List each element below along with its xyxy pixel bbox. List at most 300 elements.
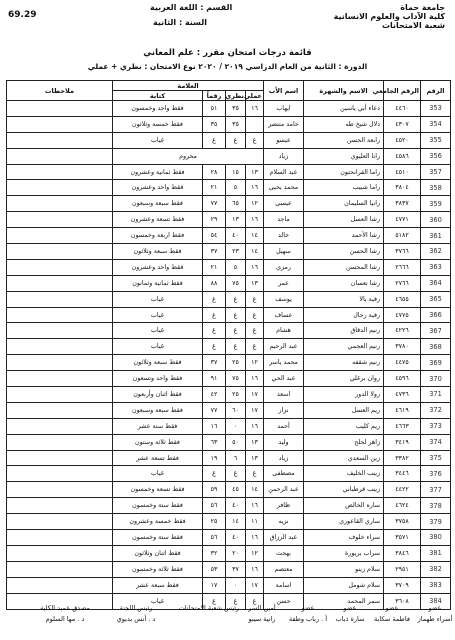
cell-notes (7, 355, 113, 371)
cell-practical: ١٦ (246, 212, 264, 228)
cell-name: دعاء أبي ياسين (304, 101, 384, 117)
cell-university-number: ٤٦١٩ (384, 402, 421, 418)
table-row (7, 259, 451, 275)
cell-theory: ٤٠ (226, 228, 246, 244)
faculty-name: كلية الآداب والعلوم الانسانية (333, 12, 445, 21)
cell-father: ظافر (264, 498, 304, 514)
cell-name: رشا نعسان (304, 275, 384, 291)
cell-practical: ١٧ (246, 402, 264, 418)
col-seq: الرقم (421, 81, 451, 101)
cell-university-number: ٤٥٢٠ (384, 132, 421, 148)
cell-notes (7, 148, 113, 164)
cell-practical: ١٦ (246, 418, 264, 434)
cell-name: ريم العسل (304, 402, 384, 418)
cell-practical: ١٦ (246, 180, 264, 196)
signature-title: عضو (301, 604, 315, 612)
cell-practical: ١٦ (246, 530, 264, 546)
cell-in-numbers: ١٦ (203, 418, 226, 434)
cell-seq: 375 (421, 450, 451, 466)
table-row (7, 355, 451, 371)
cell-in-words: غياب (113, 466, 203, 482)
cell-name: رولا الدور (304, 387, 384, 403)
table-row (7, 561, 451, 577)
cell-seq: 376 (421, 466, 451, 482)
signature-title: عضو (428, 604, 442, 612)
cell-notes (7, 371, 113, 387)
cell-in-words: فقط اثنان وأربعون (113, 387, 203, 403)
cell-notes (7, 545, 113, 561)
cell-in-words: فقط ثمانية وعشرون (113, 164, 203, 180)
signature-name: سارة ذياب (335, 615, 365, 623)
cell-name: سلام شومل (304, 577, 384, 593)
cell-theory: ٠ (226, 577, 246, 593)
cell-seq: 380 (421, 530, 451, 546)
cell-name: دلال شيخ طه (304, 116, 384, 132)
cell-theory: ٤٥ (226, 482, 246, 498)
cell-in-words: فقط سبعة وسبعون (113, 196, 203, 212)
page-code: 69.29 (8, 10, 37, 20)
cell-father: ماجد (264, 212, 304, 228)
cell-university-number: ٤٧٧٥ (384, 307, 421, 323)
cell-in-words: غياب (113, 291, 203, 307)
table-row (7, 116, 451, 132)
cell-name: رنيم شقفه (304, 355, 384, 371)
cell-notes (7, 323, 113, 339)
cell-father: ايهاب (264, 101, 304, 117)
table-row (7, 291, 451, 307)
signature-title: عضو (385, 604, 399, 612)
cell-practical: غ (246, 339, 264, 355)
cell-theory: ٥٠ (226, 434, 246, 450)
cell-in-numbers: ٥٤ (203, 228, 226, 244)
cell-seq: 353 (421, 101, 451, 117)
cell-in-numbers: غ (203, 291, 226, 307)
table-row (7, 402, 451, 418)
col-name: الاسم والشهرة (304, 81, 384, 101)
cell-father: عبد الحي (264, 371, 304, 387)
cell-notes (7, 307, 113, 323)
cell-university-number: ٥١٨٢ (384, 228, 421, 244)
cell-university-number: ٢٩٥١ (384, 561, 421, 577)
cell-name: رشا المحسن (304, 259, 384, 275)
cell-name: زاهر لحلح (304, 434, 384, 450)
cell-name: زينب الخليف (304, 466, 384, 482)
cell-father: وليد (264, 434, 304, 450)
cell-in-words: فقط ستة وخمسون (113, 530, 203, 546)
cell-university-number: ٤٦٢٤ (384, 498, 421, 514)
table-row (7, 101, 451, 117)
year-label: السنة : الثانية (153, 18, 207, 27)
cell-in-numbers: ٣٥ (203, 116, 226, 132)
cell-in-words: فقط ثمانية وثمانون (113, 275, 203, 291)
cell-seq: 355 (421, 132, 451, 148)
cell-father: زياد (264, 450, 304, 466)
cell-theory: ٥ (226, 180, 246, 196)
cell-in-words: فقط ستة وخمسون (113, 498, 203, 514)
cell-university-number: ٢٦٦٦ (384, 259, 421, 275)
cell-in-numbers: ٧٧ (203, 196, 226, 212)
cell-father: معتصم (264, 561, 304, 577)
cell-university-number: ٤٥٩٦ (384, 371, 421, 387)
table-row (7, 530, 451, 546)
cell-practical: ١٦ (246, 498, 264, 514)
cell-university-number: ٣٤١٩ (384, 434, 421, 450)
cell-notes (7, 514, 113, 530)
cell-practical: ١٤ (246, 228, 264, 244)
cell-notes (7, 101, 113, 117)
document-subtitle: الدورة : الثانية من العام الدراسي ٢٠١٩ / ٢٠٢٠ نوع الامتحان : نظري + عملي (87, 62, 368, 71)
cell-theory: ١٤ (226, 514, 246, 530)
cell-in-words: فقط تسعة وخمسون (113, 482, 203, 498)
document-title: قائمة درجات امتحان مقرر : علم المعاني (143, 48, 312, 58)
cell-practical: ١١ (246, 514, 264, 530)
cell-university-number: ٢٧٦٦ (384, 275, 421, 291)
table-row (7, 434, 451, 450)
cell-notes (7, 228, 113, 244)
cell-seq: 367 (421, 323, 451, 339)
cell-in-words: فقط سبعة وثلاثون (113, 355, 203, 371)
cell-university-number: ٣٧٥٨ (384, 514, 421, 530)
cell-in-numbers: ٨٨ (203, 275, 226, 291)
cell-in-numbers: ٢١ (203, 180, 226, 196)
cell-name: ساري القاعوري (304, 514, 384, 530)
cell-notes (7, 482, 113, 498)
cell-seq: 368 (421, 339, 451, 355)
cell-theory: ١٥ (226, 164, 246, 180)
cell-name: روان برغلي (304, 371, 384, 387)
cell-university-number: ٣٨٠٤ (384, 180, 421, 196)
table-row (7, 577, 451, 593)
cell-father: عمر (264, 275, 304, 291)
cell-university-number: ٣٧٦٦ (384, 244, 421, 260)
cell-in-numbers: ٥٦ (203, 498, 226, 514)
cell-in-numbers: ١٩ (203, 450, 226, 466)
cell-name: رشا الأحمد (304, 228, 384, 244)
cell-theory: ٥ (226, 259, 246, 275)
cell-in-numbers: ٣٢ (203, 545, 226, 561)
cell-seq: 373 (421, 418, 451, 434)
cell-seq: 361 (421, 228, 451, 244)
cell-theory: غ (226, 307, 246, 323)
cell-father: عيسو (264, 132, 304, 148)
cell-father: هشام (264, 323, 304, 339)
cell-university-number: ٤٣٠٧ (384, 116, 421, 132)
table-row (7, 212, 451, 228)
col-in-words: كتابة (113, 91, 203, 101)
cell-seq: 356 (421, 148, 451, 164)
cell-theory: غ (226, 593, 246, 609)
col-father: اسم الأب (264, 81, 304, 101)
signature-title: عضو (343, 604, 357, 612)
cell-seq: 372 (421, 402, 451, 418)
cell-university-number: ٤٥٨٦ (384, 148, 421, 164)
cell-practical: ١٣ (246, 450, 264, 466)
cell-name: زينب قرطباني (304, 482, 384, 498)
cell-practical: ١٦ (246, 259, 264, 275)
cell-practical: غ (246, 323, 264, 339)
cell-father: اسعد (264, 387, 304, 403)
cell-in-numbers: ٢٨ (203, 164, 226, 180)
cell-theory: ٧٥ (226, 275, 246, 291)
cell-in-numbers: ٥٦ (203, 530, 226, 546)
cell-father: محمد يحيى (264, 180, 304, 196)
grades-table (6, 80, 451, 610)
col-theory: نظري (225, 91, 244, 100)
cell-seq: 381 (421, 545, 451, 561)
cell-name: رانا العليوي (304, 148, 384, 164)
cell-seq: 378 (421, 498, 451, 514)
cell-practical: ١٦ (246, 561, 264, 577)
cell-seq: 382 (421, 561, 451, 577)
cell-theory: غ (226, 339, 246, 355)
col-university-number: الرقم الجامعي (384, 81, 421, 101)
cell-theory: غ (226, 466, 246, 482)
cell-practical: ١٧ (246, 387, 264, 403)
cell-in-numbers: ٢١ (203, 259, 226, 275)
cell-notes (7, 132, 113, 148)
cell-name: رقية بالا (304, 291, 384, 307)
cell-practical: ١٢ (246, 196, 264, 212)
cell-theory: ٣٧ (226, 561, 246, 577)
table-row (7, 339, 451, 355)
cell-in-words: فقط اربعة وخمسون (113, 228, 203, 244)
cell-university-number: ٤٤٦٠ (384, 101, 421, 117)
cell-theory: ٢٣ (226, 244, 246, 260)
cell-university-number: ٣٣٨٢ (384, 450, 421, 466)
cell-in-numbers: ٤٢ (203, 387, 226, 403)
cell-university-number: ٤٧٧١ (384, 212, 421, 228)
cell-notes (7, 164, 113, 180)
cell-university-number: ٤٥١٠ (384, 164, 421, 180)
table-row (7, 418, 451, 434)
cell-in-words: فقط سبعة وثلاثون (113, 244, 203, 260)
cell-theory: ١٣ (226, 212, 246, 228)
cell-theory: ٢٥ (226, 387, 246, 403)
cell-in-words: فقط ثلاثة وستون (113, 434, 203, 450)
table-row (7, 307, 451, 323)
cell-seq: 357 (421, 164, 451, 180)
cell-name: سمر المحمد (304, 593, 384, 609)
cell-seq: 364 (421, 275, 451, 291)
cell-in-numbers: غ (203, 323, 226, 339)
cell-name: ساره الخالص (304, 498, 384, 514)
cell-in-numbers: ٥٣ (203, 561, 226, 577)
cell-university-number: ٤٧٣٦ (384, 387, 421, 403)
cell-father: زياد (264, 148, 304, 164)
cell-notes (7, 275, 113, 291)
cell-father: نزار (264, 402, 304, 418)
division-name: شعبة الامتحانات (381, 21, 445, 30)
cell-in-words: فقط سبعة عشر (113, 577, 203, 593)
signature-name: فاطمة سكابة (374, 615, 410, 623)
signature-title: رئيس شعبة الامتحانات (178, 604, 240, 612)
institution-block (334, 3, 445, 30)
cell-seq: 360 (421, 212, 451, 228)
cell-in-words: غياب (113, 593, 203, 609)
cell-seq: 384 (421, 593, 451, 609)
cell-seq: 354 (421, 116, 451, 132)
cell-practical: ١٤ (246, 482, 264, 498)
cell-in-words: فقط تسعة وعشرون (113, 212, 203, 228)
cell-university-number: ٣٨٤٦ (384, 545, 421, 561)
cell-theory: ٢٥ (226, 355, 246, 371)
cell-practical: غ (246, 593, 264, 609)
cell-notes (7, 291, 113, 307)
signature-secretary (240, 604, 284, 623)
table-row (7, 466, 451, 482)
table-header-row (7, 81, 451, 91)
cell-theory: غ (226, 291, 246, 307)
cell-university-number: ٤٢٢٦ (384, 323, 421, 339)
cell-theory: غ (226, 323, 246, 339)
table-row (7, 228, 451, 244)
table-row (7, 450, 451, 466)
cell-father: اسامة (264, 577, 304, 593)
cell-notes (7, 387, 113, 403)
cell-seq: 362 (421, 244, 451, 260)
cell-name: سراء خلوف (304, 530, 384, 546)
university-name: جامعة حماة (400, 3, 445, 12)
cell-notes (7, 196, 113, 212)
cell-father: حامد منتصر (264, 116, 304, 132)
cell-in-words: فقط سبعة وسبعون (113, 402, 203, 418)
cell-seq: 359 (421, 196, 451, 212)
cell-name: رنيم الدقاق (304, 323, 384, 339)
cell-practical (246, 116, 264, 132)
cell-seq: 358 (421, 180, 451, 196)
signature-name: د . أنس بديوي (116, 615, 156, 623)
cell-name: سلام زينو (304, 561, 384, 577)
cell-notes (7, 530, 113, 546)
cell-in-numbers: غ (203, 339, 226, 355)
table-row (7, 244, 451, 260)
cell-practical: ١٢ (246, 355, 264, 371)
cell-notes (7, 244, 113, 260)
cell-in-words: فقط واحد وتسعون (113, 371, 203, 387)
table-row (7, 164, 451, 180)
cell-practical: ١٤ (246, 244, 264, 260)
table-row (7, 371, 451, 387)
cell-father: بهجت (264, 545, 304, 561)
signature-member-3 (330, 604, 370, 623)
cell-in-numbers: ٩١ (203, 371, 226, 387)
cell-in-numbers: غ (203, 307, 226, 323)
table-body (7, 101, 451, 610)
cell-father: عيسى (264, 196, 304, 212)
cell-father: عبد الرحيم (264, 339, 304, 355)
signature-member-2 (372, 604, 412, 623)
cell-father: عبد السلام (264, 164, 304, 180)
cell-name: رشا العسل (304, 212, 384, 228)
cell-in-numbers: ٢٥ (203, 514, 226, 530)
signature-title: أمين السر (248, 604, 276, 612)
cell-theory: ٤٠ (226, 498, 246, 514)
cell-practical: ١٦ (246, 101, 264, 117)
cell-notes (7, 259, 113, 275)
table-row (7, 323, 451, 339)
cell-in-words: فقط ستة عشر (113, 418, 203, 434)
cell-name: رشا الحسن (304, 244, 384, 260)
cell-notes (7, 561, 113, 577)
cell-notes (7, 418, 113, 434)
cell-name: رنيم العجمي (304, 339, 384, 355)
cell-father: نزيه (264, 514, 304, 530)
signature-title: مصدق عميد الكلية (40, 604, 90, 612)
cell-name: زين السعدي (304, 450, 384, 466)
table-row (7, 498, 451, 514)
cell-in-words: فقط خمسة وثلاثون (113, 116, 203, 132)
cell-university-number: ٣٥٧١ (384, 530, 421, 546)
cell-theory: ٦٠ (226, 402, 246, 418)
table-row (7, 196, 451, 212)
cell-father: عبد الرزاق (264, 530, 304, 546)
cell-theory: ٦٥ (226, 196, 246, 212)
cell-in-words: غياب (113, 323, 203, 339)
col-grade: العلامة (113, 81, 264, 91)
cell-in-words: غياب (113, 307, 203, 323)
signature-title: رئيس اللجنة (119, 604, 153, 612)
cell-notes (7, 402, 113, 418)
cell-theory: ٧٥ (226, 371, 246, 387)
cell-practical: غ (246, 466, 264, 482)
cell-father: خالد (264, 228, 304, 244)
cell-in-words: فقط تسعة عشر (113, 450, 203, 466)
cell-father: رمزي (264, 259, 304, 275)
signature-committee-head (108, 604, 164, 623)
col-in-numbers: رقماً (203, 91, 226, 101)
cell-practical: غ (246, 132, 264, 148)
cell-in-numbers: ٧٧ (203, 402, 226, 418)
cell-notes (7, 450, 113, 466)
cell-in-words: فقط خمسة وعشرون (113, 514, 203, 530)
cell-father: عساف (264, 307, 304, 323)
department-label: القسم : اللغة العربية (150, 3, 233, 12)
cell-in-numbers: ٢٩ (203, 212, 226, 228)
col-notes: ملاحظات (7, 81, 113, 101)
col-practical: عملي (243, 91, 262, 100)
cell-notes (7, 339, 113, 355)
cell-notes (7, 434, 113, 450)
cell-notes (7, 577, 113, 593)
cell-father: محمد ياسر (264, 355, 304, 371)
cell-university-number: ٤٦٥٥ (384, 291, 421, 307)
cell-university-number: ٣٦٠٨ (384, 593, 421, 609)
table-row (7, 514, 451, 530)
cell-theory: غ (226, 132, 246, 148)
cell-practical: ١٣ (246, 434, 264, 450)
cell-notes (7, 180, 113, 196)
cell-in-numbers: ٥٩ (203, 482, 226, 498)
cell-father: يوسف (264, 291, 304, 307)
cell-father: عبد الرحمن (264, 482, 304, 498)
signature-member-1 (415, 604, 455, 623)
cell-in-numbers: غ (203, 132, 226, 148)
cell-seq: 371 (421, 387, 451, 403)
cell-university-number: ٣٤٤٦ (384, 466, 421, 482)
table-row (7, 132, 451, 148)
cell-in-words: فقط واحد وخمسون (113, 101, 203, 117)
cell-in-words: فقط اثنان وثلاثون (113, 545, 203, 561)
cell-practical: ١٣ (246, 164, 264, 180)
table-row (7, 387, 451, 403)
cell-practical: غ (246, 307, 264, 323)
signature-name: د . مها السلوم (45, 615, 85, 623)
cell-university-number: ٣٨٣٧ (384, 196, 421, 212)
signature-dean (30, 604, 100, 623)
cell-theory: ٢٠ (226, 545, 246, 561)
department-block (150, 3, 233, 27)
cell-theory: ٣٥ (226, 101, 246, 117)
